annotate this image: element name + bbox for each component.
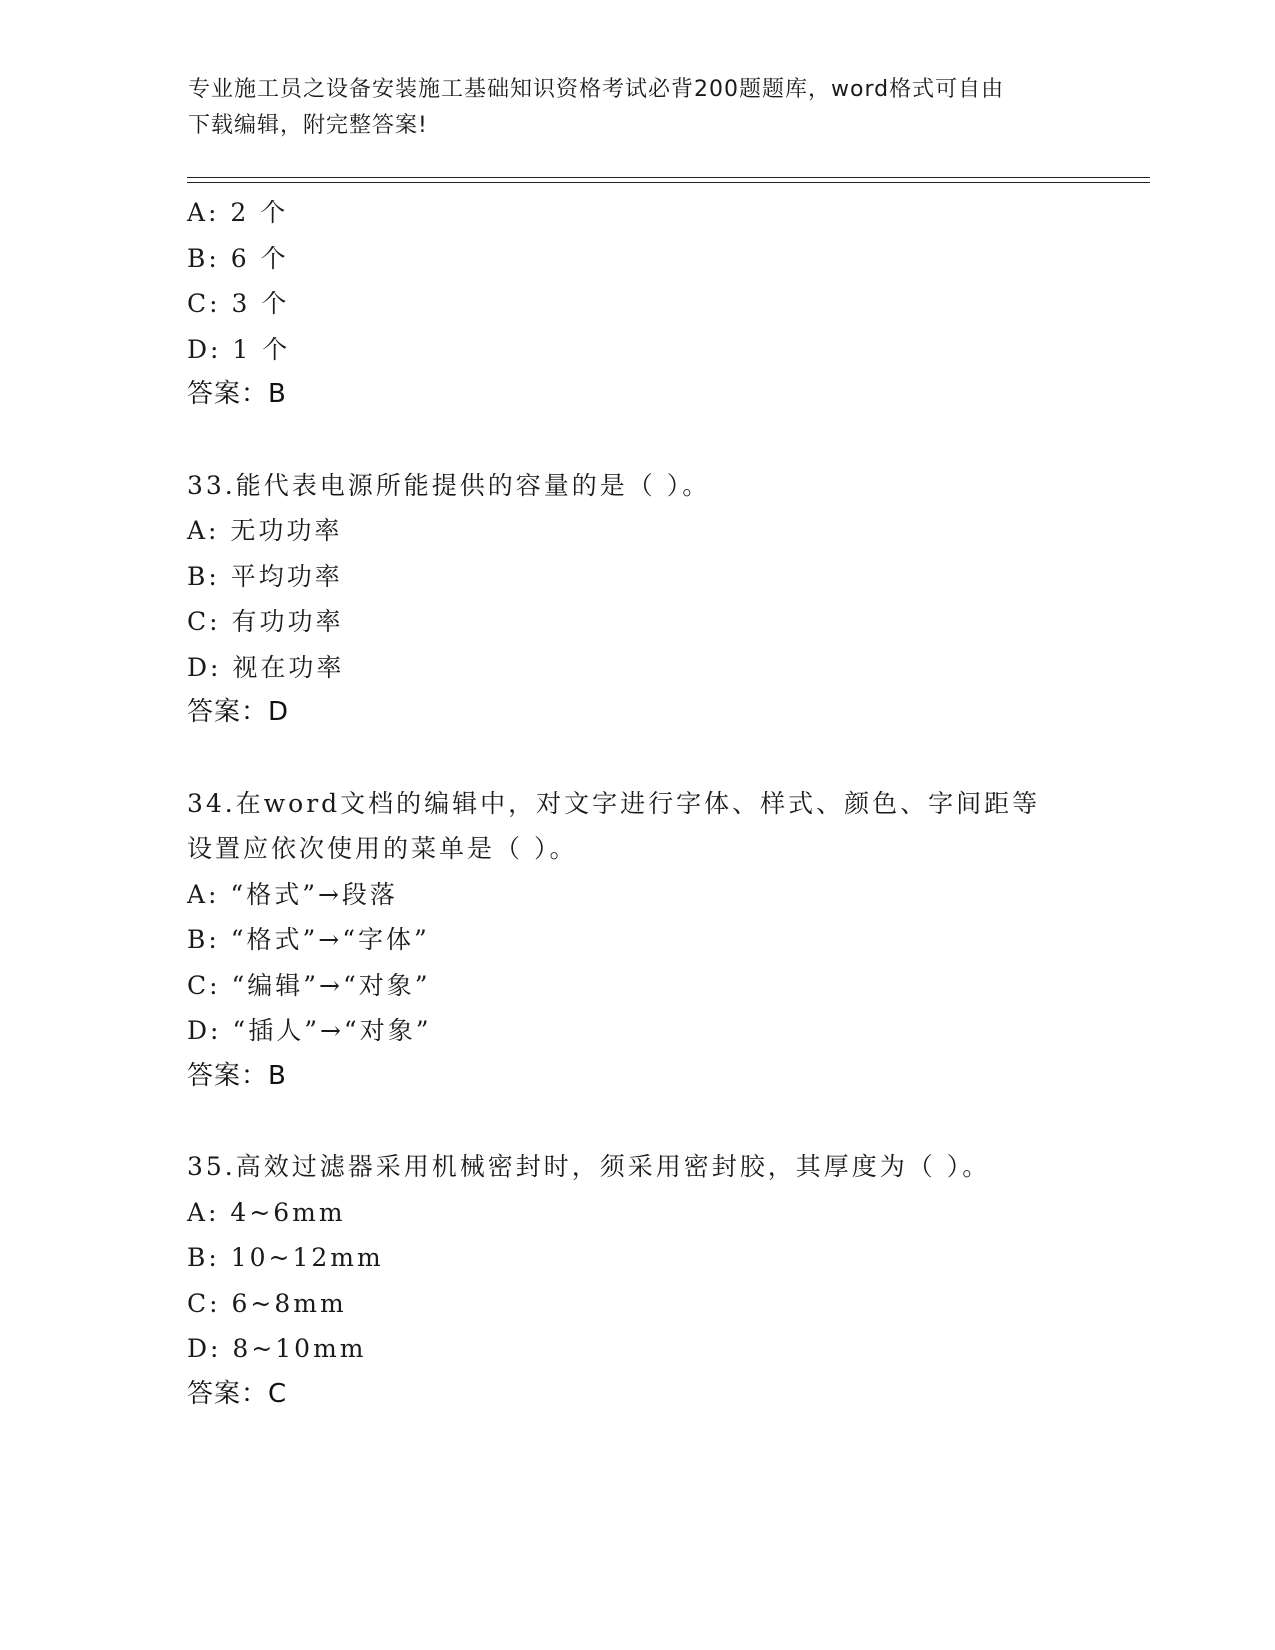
option-c: C: 有功功率	[187, 607, 344, 636]
header-rule-top	[187, 177, 1150, 178]
question-34	[187, 781, 1107, 1100]
option-d: D: 1 个	[187, 334, 291, 364]
option-b: B: “格式”→“字体”	[187, 925, 430, 954]
option-b: B: 6 个	[187, 243, 289, 273]
document-header	[188, 72, 1088, 144]
option-a: A: “格式”→段落	[187, 879, 398, 909]
question-35	[187, 1144, 1107, 1417]
header-line-2: 下载编辑，附完整答案!	[188, 113, 428, 138]
header-line-1: 专业施工员之设备安装施工基础知识资格考试必背200题题库，word格式可自由	[188, 77, 1005, 102]
answer: 答案：B	[187, 379, 287, 409]
option-d: D: “插人”→“对象”	[187, 1016, 432, 1045]
option-b: B: 10~12mm	[187, 1243, 384, 1272]
spacer	[187, 418, 1107, 463]
header-rule-bottom	[187, 182, 1150, 183]
spacer	[187, 736, 1107, 781]
question-text-line-2: 设置应依次使用的菜单是（ ）。	[187, 834, 578, 863]
answer: 答案：D	[187, 697, 290, 727]
question-text: 35.高效过滤器采用机械密封时，须采用密封胶，其厚度为（ ）。	[187, 1152, 991, 1181]
option-a: A: 2 个	[187, 198, 289, 227]
option-c: C: 6~8mm	[187, 1288, 347, 1318]
answer: 答案：C	[187, 1378, 288, 1409]
question-text-line-1: 34.在word文档的编辑中，对文字进行字体、样式、颜色、字间距等	[187, 788, 1041, 818]
option-a: A: 4~6mm	[187, 1197, 346, 1227]
question-text: 33.能代表电源所能提供的容量的是（ ）。	[187, 470, 711, 500]
spacer	[187, 1099, 1107, 1144]
question-list	[187, 190, 1107, 1417]
question-33	[187, 463, 1107, 736]
question-32	[187, 190, 1107, 418]
option-a: A: 无功功率	[187, 516, 343, 545]
option-c: C: 3 个	[187, 289, 290, 318]
option-d: D: 8~10mm	[187, 1334, 367, 1363]
answer: 答案：B	[187, 1060, 287, 1091]
option-c: C: “编辑”→“对象”	[187, 970, 431, 1000]
option-b: B: 平均功率	[187, 561, 343, 591]
option-d: D: 视在功率	[187, 652, 345, 682]
